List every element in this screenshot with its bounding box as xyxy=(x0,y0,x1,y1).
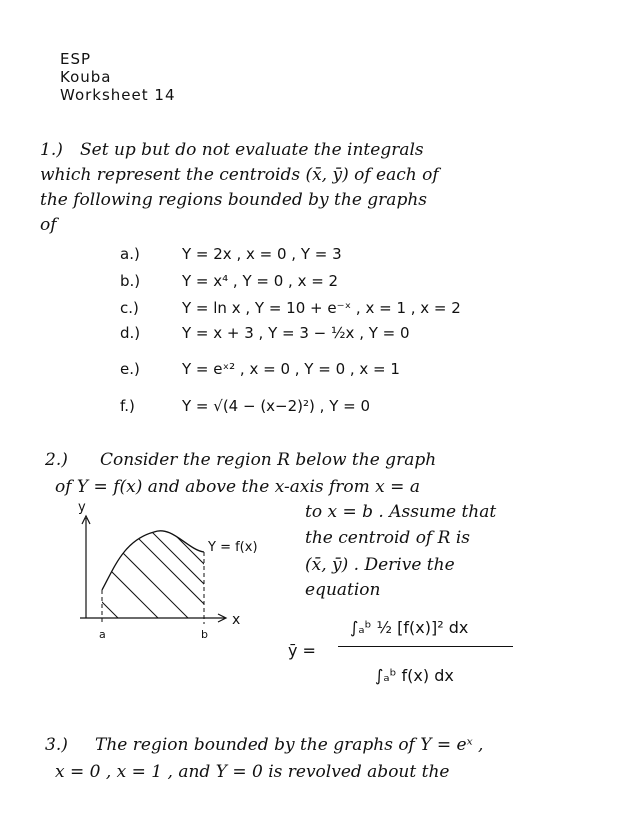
problem2-line-2: of Y = f(x) and above the x-axis from x = a xyxy=(55,477,420,497)
formula-numerator: ∫ₐᵇ ½ [f(x)]² dx xyxy=(350,618,469,637)
problem1-line-1: Set up but do not evaluate the integrals xyxy=(80,140,424,160)
part-d-text: Y = x + 3 , Y = 3 − ½x , Y = 0 xyxy=(182,324,410,342)
problem3-number: 3.) xyxy=(45,735,68,755)
part-f-text: Y = √(4 − (x−2)²) , Y = 0 xyxy=(182,397,370,415)
problem1-line-4: of xyxy=(40,215,57,235)
problem2-line-6: equation xyxy=(305,580,381,600)
instructor-label: Kouba xyxy=(60,68,112,86)
problem3-line-2: x = 0 , x = 1 , and Y = 0 is revolved about the xyxy=(55,762,450,782)
part-e-label: e.) xyxy=(120,360,140,378)
problem1-line-2: which represent the centroids (x̄, ȳ) of each of xyxy=(40,165,439,185)
problem2-line-1: Consider the region R below the graph xyxy=(100,450,437,470)
fraction-bar xyxy=(338,646,513,647)
formula-denominator: ∫ₐᵇ f(x) dx xyxy=(375,666,454,685)
region-graph xyxy=(80,510,270,640)
worksheet-title: Worksheet 14 xyxy=(60,86,176,104)
course-label: ESP xyxy=(60,50,92,68)
b-label: b xyxy=(201,628,208,641)
problem2-number: 2.) xyxy=(45,450,68,470)
part-d-label: d.) xyxy=(120,324,141,342)
problem2-line-4: the centroid of R is xyxy=(305,528,470,548)
part-c-label: c.) xyxy=(120,299,139,317)
part-f-label: f.) xyxy=(120,397,135,415)
problem2-line-3: to x = b . Assume that xyxy=(305,502,497,522)
worksheet-header xyxy=(60,50,176,104)
a-label: a xyxy=(99,628,106,641)
part-b-text: Y = x⁴ , Y = 0 , x = 2 xyxy=(182,272,339,290)
part-a-label: a.) xyxy=(120,245,140,263)
problem3-line-1: The region bounded by the graphs of Y = eˣ , xyxy=(95,735,484,755)
formula-lhs: ȳ = xyxy=(288,641,316,660)
part-a-text: Y = 2x , x = 0 , Y = 3 xyxy=(182,245,342,263)
problem1-line-3: the following regions bounded by the graphs xyxy=(40,190,427,210)
curve-f xyxy=(102,531,204,590)
problem1-number: 1.) xyxy=(40,140,63,160)
x-axis-label: x xyxy=(232,612,241,628)
y-axis-label: y xyxy=(78,500,86,515)
region-hatching xyxy=(80,510,270,640)
curve-label: Y = f(x) xyxy=(208,540,258,555)
part-e-text: Y = eˣ² , x = 0 , Y = 0 , x = 1 xyxy=(182,360,400,378)
part-c-text: Y = ln x , Y = 10 + e⁻ˣ , x = 1 , x = 2 xyxy=(182,299,461,317)
problem2-line-5: (x̄, ȳ) . Derive the xyxy=(305,555,455,575)
part-b-label: b.) xyxy=(120,272,141,290)
